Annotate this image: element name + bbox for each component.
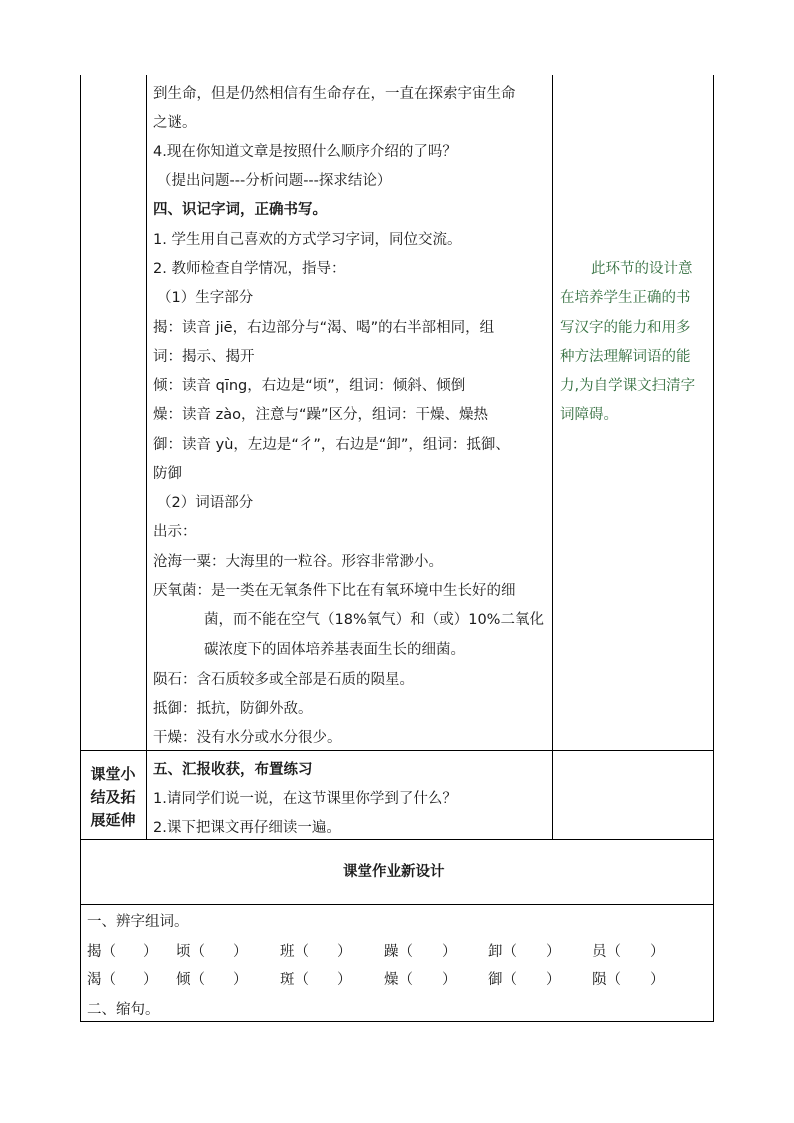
content-line: 2. 教师检查自学情况，指导： (153, 261, 346, 277)
question-1: 一、辨字组词。 (87, 914, 189, 930)
char-item-close: ） (337, 972, 352, 988)
note-line: 此环节的设计意 (591, 261, 693, 277)
char-item: 揭（ (87, 944, 116, 960)
content-line: 碳浓度下的固体培养基表面生长的细菌。 (204, 642, 465, 658)
char-item-close: ） (650, 972, 665, 988)
char-item-close: ） (442, 972, 457, 988)
char-item-close: ） (442, 944, 457, 960)
note-line: 种方法理解词语的能 (560, 349, 691, 365)
summary-label-line: 课堂小 (90, 765, 136, 783)
char-item-close: ） (233, 972, 248, 988)
content-line: 厌氧菌：是一类在无氧条件下比在有氧环境中生长好的细 (153, 583, 516, 599)
row-divider-3 (80, 904, 714, 905)
content-line: （2）词语部分 (157, 495, 254, 511)
char-item-close: ） (143, 944, 158, 960)
note-line: 力,为自学课文扫清字 (560, 378, 696, 394)
content-line: 到生命，但是仍然相信有生命存在，一直在探索宇宙生命 (153, 86, 516, 102)
char-item: 陨（ (592, 972, 621, 988)
content-line: 词：揭示、揭开 (153, 349, 255, 365)
column-divider-1 (146, 75, 147, 839)
question-2: 二、缩句。 (87, 1002, 160, 1018)
summary-line: 1.请同学们说一说，在这节课里你学到了什么？ (153, 791, 457, 807)
char-item-close: ） (337, 944, 352, 960)
section-heading: 四、识记字词，正确书写。 (153, 202, 327, 218)
content-line: 干燥：没有水分或水分很少。 (153, 730, 342, 746)
row-divider-2 (80, 839, 714, 840)
char-item: 班（ (280, 944, 309, 960)
table-border-right (713, 75, 714, 1021)
content-line: 燥：读音 zào，注意与“躁”区分，组词：干燥、燥热 (153, 407, 488, 423)
char-item: 渴（ (87, 972, 116, 988)
char-item: 倾（ (176, 972, 205, 988)
summary-line: 2.课下把课文再仔细读一遍。 (153, 820, 341, 836)
content-line: 揭：读音 jiē，右边部分与“渴、喝”的右半部相同，组 (153, 320, 495, 336)
content-line: 4.现在你知道文章是按照什么顺序介绍的了吗？ (153, 144, 457, 160)
content-line: 抵御：抵抗，防御外敌。 (153, 701, 313, 717)
char-item-close: ） (233, 944, 248, 960)
note-line: 在培养学生正确的书 (560, 290, 691, 306)
content-line: 倾：读音 qīng，右边是“顷”，组词：倾斜、倾倒 (153, 378, 466, 394)
content-line: （1）生字部分 (157, 290, 254, 306)
char-item-close: ） (546, 944, 561, 960)
content-line: 防御 (153, 466, 182, 482)
char-item-close: ） (650, 944, 665, 960)
content-line: 菌，而不能在空气（18%氧气）和（或）10%二氧化 (204, 612, 544, 628)
summary-label-line: 结及拓 (90, 788, 136, 806)
content-line: 御：读音 yù，左边是“彳”，右边是“卸”，组词：抵御、 (153, 437, 510, 453)
note-line: 词障碍。 (560, 407, 618, 423)
char-item-close: ） (546, 972, 561, 988)
content-line: 出示： (153, 524, 197, 540)
table-border-bottom (80, 1021, 714, 1022)
summary-heading: 五、汇报收获，布置练习 (153, 762, 313, 778)
row-divider-1 (80, 750, 714, 751)
table-border-left (80, 75, 81, 1021)
note-line: 写汉字的能力和用多 (560, 320, 691, 336)
summary-label-line: 展延伸 (90, 811, 136, 829)
content-line: 之谜。 (153, 115, 197, 131)
char-item: 员（ (592, 944, 621, 960)
content-line: 沧海一粟：大海里的一粒谷。形容非常渺小。 (153, 554, 443, 570)
char-item: 顷（ (176, 944, 205, 960)
homework-title: 课堂作业新设计 (343, 864, 445, 880)
char-item: 卸（ (488, 944, 517, 960)
char-item: 躁（ (384, 944, 413, 960)
content-line: （提出问题---分析问题---探求结论） (157, 173, 392, 189)
content-line: 陨石：含石质较多或全部是石质的陨星。 (153, 672, 414, 688)
content-line: 1. 学生用自己喜欢的方式学习字词，同位交流。 (153, 232, 462, 248)
column-divider-2 (552, 75, 553, 839)
char-item: 御（ (488, 972, 517, 988)
char-item: 燥（ (384, 972, 413, 988)
char-item-close: ） (143, 972, 158, 988)
char-item: 斑（ (280, 972, 309, 988)
